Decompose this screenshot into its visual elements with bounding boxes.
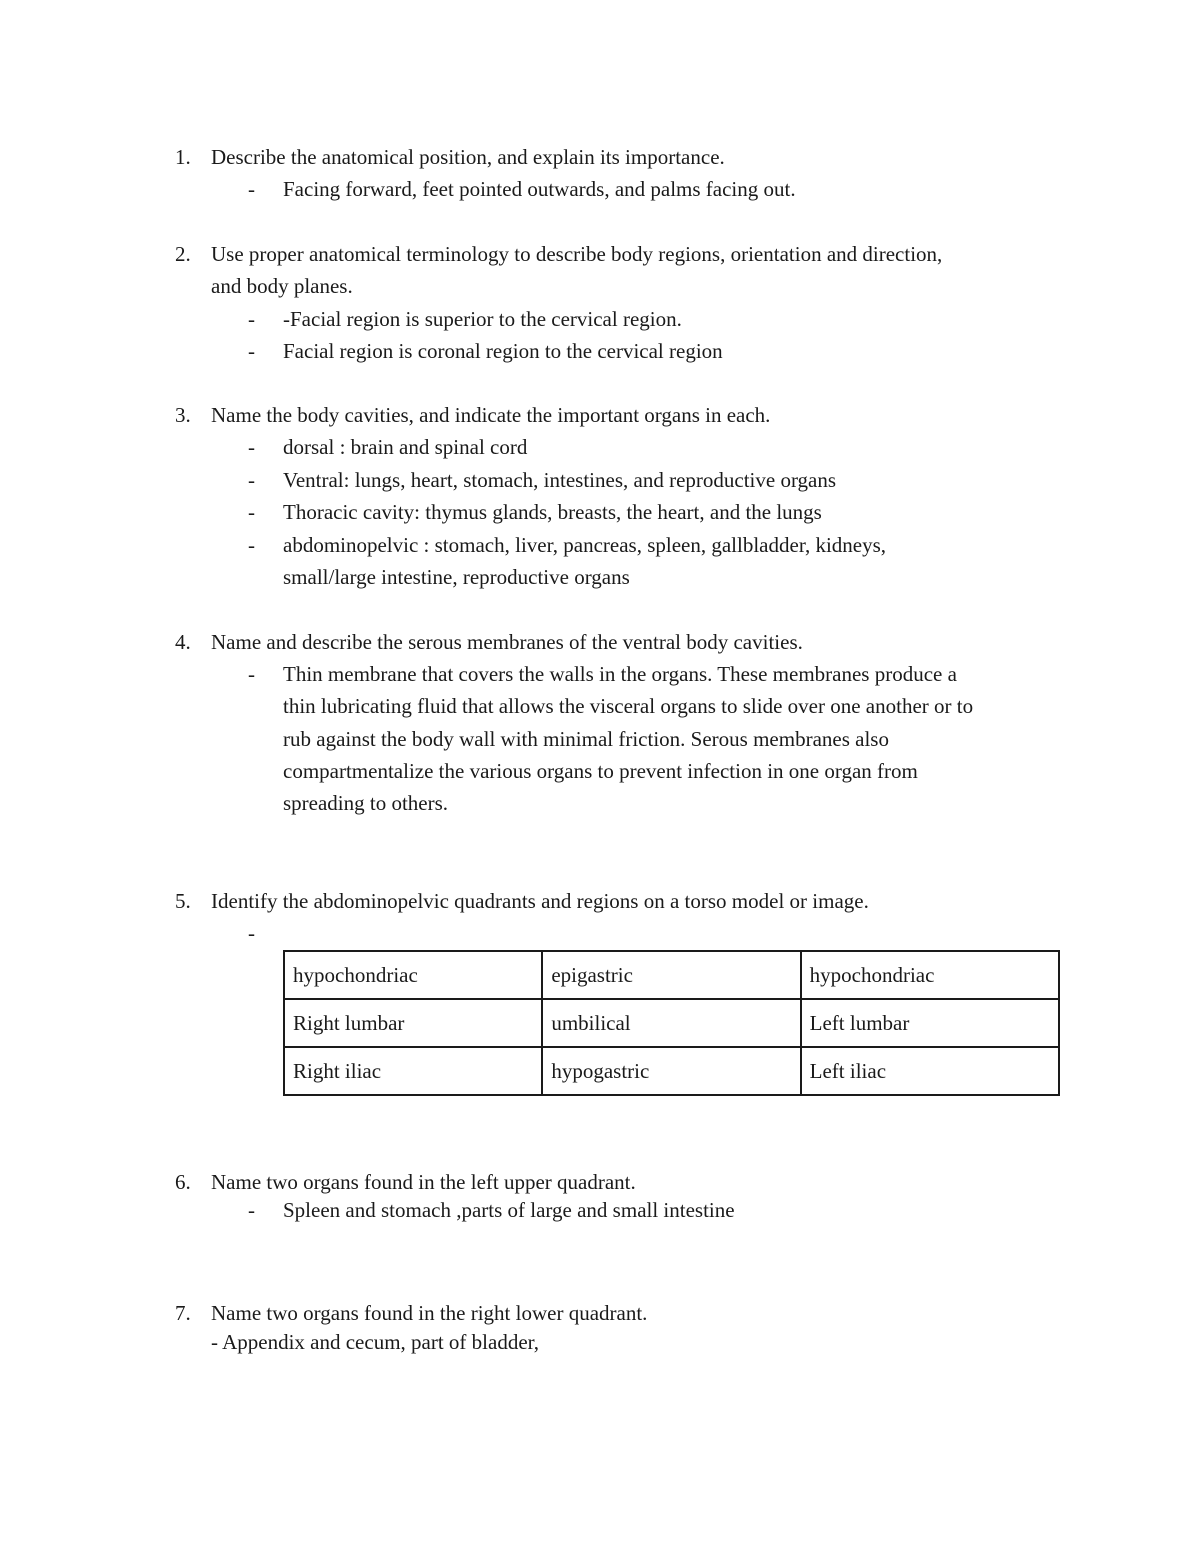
bullet-dash: -: [248, 662, 255, 686]
table-cell: Right lumbar: [284, 999, 542, 1047]
bullet-dash: -: [248, 177, 255, 201]
question-text: Describe the anatomical position, and explain its importance.: [211, 145, 725, 169]
question-text-cont: and body planes.: [211, 274, 353, 298]
answer-text: Thoracic cavity: thymus glands, breasts, the heart, and the lungs: [283, 500, 822, 524]
table-row: [284, 999, 1059, 1047]
bullet-dash: -: [248, 1198, 255, 1222]
answer-text: Facing forward, feet pointed outwards, and palms facing out.: [283, 177, 796, 201]
bullet-dash: -: [248, 435, 255, 459]
question-text: Name and describe the serous membranes of the ventral body cavities.: [211, 630, 803, 654]
answer-text: -Facial region is superior to the cervical region.: [283, 307, 682, 331]
bullet-dash: -: [248, 533, 255, 557]
answer-text: Ventral: lungs, heart, stomach, intestines, and reproductive organs: [283, 468, 837, 492]
question-text: Identify the abdominopelvic quadrants and regions on a torso model or image.: [211, 889, 869, 913]
question-text: Use proper anatomical terminology to describe body regions, orientation and direction,: [211, 242, 943, 266]
answer-text: Facial region is coronal region to the cervical region: [283, 339, 723, 363]
table-cell: Left iliac: [801, 1047, 1059, 1095]
answer-text-cont: thin lubricating fluid that allows the visceral organs to slide over one another or to: [283, 694, 974, 718]
question-number: 4.: [175, 630, 191, 654]
question-number: 2.: [175, 242, 191, 266]
question-number: 6.: [175, 1170, 191, 1194]
bullet-dash: -: [248, 921, 255, 945]
table-cell: Left lumbar: [801, 999, 1059, 1047]
table-cell: hypochondriac: [284, 951, 542, 999]
bullet-dash: -: [248, 339, 255, 363]
question-number: 7.: [175, 1301, 191, 1325]
question-text: Name the body cavities, and indicate the important organs in each.: [211, 403, 771, 427]
table-cell: hypochondriac: [801, 951, 1059, 999]
answer-text: dorsal : brain and spinal cord: [283, 435, 528, 459]
table-cell: epigastric: [542, 951, 800, 999]
answer-text: - Appendix and cecum, part of bladder,: [211, 1330, 540, 1354]
bullet-dash: -: [248, 468, 255, 492]
question-text: Name two organs found in the right lower quadrant.: [211, 1301, 648, 1325]
table-cell: Right iliac: [284, 1047, 542, 1095]
answer-text: Spleen and stomach ,parts of large and small intestine: [283, 1198, 735, 1222]
answer-text: abdominopelvic : stomach, liver, pancreas, spleen, gallbladder, kidneys,: [283, 533, 887, 557]
abdominopelvic-regions-table: [283, 950, 1060, 1096]
bullet-dash: -: [248, 307, 255, 331]
answer-text-cont: small/large intestine, reproductive organs: [283, 565, 630, 589]
question-text: Name two organs found in the left upper quadrant.: [211, 1170, 636, 1194]
answer-text-cont: rub against the body wall with minimal friction. Serous membranes also: [283, 727, 889, 751]
question-number: 5.: [175, 889, 191, 913]
bullet-dash: -: [248, 500, 255, 524]
table-row: [284, 1047, 1059, 1095]
table-cell: hypogastric: [542, 1047, 800, 1095]
answer-text-cont: spreading to others.: [283, 791, 449, 815]
table-row: [284, 951, 1059, 999]
question-number: 1.: [175, 145, 191, 169]
table-cell: umbilical: [542, 999, 800, 1047]
question-number: 3.: [175, 403, 191, 427]
answer-text: Thin membrane that covers the walls in the organs. These membranes produce a: [283, 662, 957, 686]
answer-text-cont: compartmentalize the various organs to prevent infection in one organ from: [283, 759, 918, 783]
